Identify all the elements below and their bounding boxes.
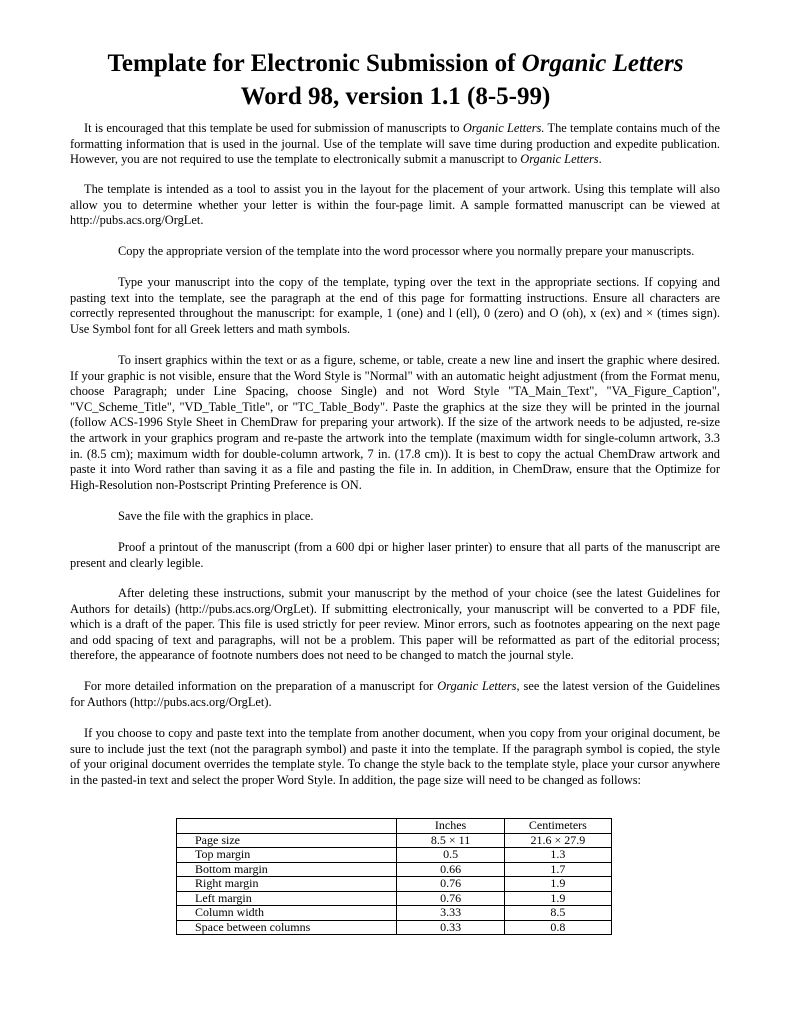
table-cell-inches: 0.33 <box>397 920 504 935</box>
paragraph-intro <box>70 121 720 168</box>
table-cell-label: Column width <box>177 906 397 921</box>
table-header-row <box>177 819 612 834</box>
table-cell-label: Space between columns <box>177 920 397 935</box>
table-cell-label: Right margin <box>177 877 397 892</box>
table-cell-centimeters: 8.5 <box>504 906 611 921</box>
paragraph-intro-text-3: . <box>598 152 602 167</box>
document-title <box>0 49 791 79</box>
journal-name: Organic Letters. <box>462 121 545 135</box>
paragraph-type-manuscript: Type your manuscript into the copy of the template, typing over the text in the appropriate sections. If copying and pasting text into the template, see the paragraph at the end of this page for formatting instructions. Ensure all characters are correctly represented throughout the manuscript: for example, 1 (one) and l (ell), 0 (zero) and O (oh), x (ex) and × (times sign). Use Symbol font for all Greek letters and math symbols. <box>70 275 720 336</box>
paragraph-template-purpose: The template is intended as a tool to assist you in the layout for the placement of your artwork. Using this template will also allow you to determine whether your letter is within the four-page limit. A sample formatted manuscript can be viewed at http://pubs.acs.org/OrgLet. <box>70 182 720 228</box>
paragraph-copy-paste: If you choose to copy and paste text into the template from another document, when you copy from your original document, be sure to include just the text (not the paragraph symbol) and paste it into the template. If the paragraph symbol is copied, the style of your original document overrides the template style. To change the style back to the template style, place your cursor anywhere in the pasted-in text and select the proper Word Style. In addition, the page size will need to be changed as follows: <box>70 726 720 787</box>
table-row <box>177 862 612 877</box>
table-row <box>177 920 612 935</box>
paragraph-submit-manuscript: After deleting these instructions, submit your manuscript by the method of your choice (see the latest Guidelines for Authors for details) (http://pubs.acs.org/OrgLet). If submitting electronically, your manuscript will be converted to a PDF file, which is a draft of the paper. This file is used strictly for peer review. Minor errors, such as footnotes appearing on the next page and odd spacing of text and paragraphs, will not be a problem. This paper will be reformatted as part of the editorial process; therefore, the appearance of footnote numbers does not need to be changed to match the journal style. <box>70 586 720 663</box>
table-cell-centimeters: 21.6 × 27.9 <box>504 833 611 848</box>
paragraph-more-info <box>70 679 720 710</box>
table-header-cell: Inches <box>397 819 504 834</box>
title-prefix: Template for Electronic Submission of <box>107 50 522 77</box>
paragraph-insert-graphics: To insert graphics within the text or as a figure, scheme, or table, create a new line and insert the graphic where desired. If your graphic is not visible, ensure that the Word Style is "Normal" with an automatic height adjustment (from the Format menu, choose Paragraph; under Line Spacing, choose Single) and not Word Style "TA_Main_Text", "VA_Figure_Caption", "VC_Scheme_Title", "VD_Table_Title", or "TC_Table_Body". Paste the graphics at the size they will be printed in the journal (follow ACS-1996 Style Sheet in ChemDraw for preparing your artwork). If the size of the artwork needs to be adjusted, re-size the artwork in your graphics program and re-paste the artwork into the template (maximum width for single-column artwork, 3.3 in. (8.5 cm); maximum width for double-column artwork, 7 in. (17.8 cm)). It is best to copy the actual ChemDraw artwork and paste it into Word rather than saving it as a file and pasting the file in. In addition, in ChemDraw, ensure that the Optimize for High-Resolution non-Postscript Printing Preference is ON. <box>70 353 720 492</box>
table-cell-inches: 3.33 <box>397 906 504 921</box>
title-journal-name: Organic Letters <box>521 50 684 77</box>
table-cell-inches: 0.76 <box>397 877 504 892</box>
table-row <box>177 906 612 921</box>
table-header-cell: Centimeters <box>504 819 611 834</box>
table-cell-centimeters: 1.9 <box>504 877 611 892</box>
table-cell-centimeters: 0.8 <box>504 920 611 935</box>
journal-name: Organic Letters <box>520 152 599 167</box>
paragraph-more-info-text-1: For more detailed information on the preparation of a manuscript for <box>84 679 438 693</box>
paragraph-copy-template: Copy the appropriate version of the template into the word processor where you normally prepare your manuscripts. <box>118 244 695 258</box>
table-cell-centimeters: 1.9 <box>504 891 611 906</box>
table-cell-inches: 8.5 × 11 <box>397 833 504 848</box>
document-subtitle: Word 98, version 1.1 (8-5-99) <box>240 83 551 110</box>
table-row <box>177 833 612 848</box>
table-cell-inches: 0.76 <box>397 891 504 906</box>
paragraph-more-info-text-2: , see the latest version of the Guidelines for Authors (http://pubs.acs.org/OrgLet). <box>70 679 720 709</box>
table-cell-label: Page size <box>177 833 397 848</box>
table-cell-label: Top margin <box>177 848 397 863</box>
table-row <box>177 877 612 892</box>
paragraph-proof-printout: Proof a printout of the manuscript (from a 600 dpi or higher laser printer) to ensure that all parts of the manuscript are present and clearly legible. <box>70 540 720 570</box>
table-header-cell <box>177 819 397 834</box>
table-cell-label: Bottom margin <box>177 862 397 877</box>
table-cell-inches: 0.5 <box>397 848 504 863</box>
page-size-table <box>176 818 612 935</box>
table-cell-inches: 0.66 <box>397 862 504 877</box>
journal-name: Organic Letters <box>437 679 517 693</box>
paragraph-save-file: Save the file with the graphics in place. <box>118 509 314 523</box>
table-row <box>177 891 612 906</box>
table-cell-centimeters: 1.7 <box>504 862 611 877</box>
paragraph-intro-text-2: The template contains much of the formatting information that is used in the journal. Use of the template will save time during production and expedite publication. However, you are not required to use the template to electronically submit a manuscript to <box>70 121 720 167</box>
table-row <box>177 848 612 863</box>
paragraph-intro-text-1: It is encouraged that this template be used for submission of manuscripts to <box>84 121 463 135</box>
table-cell-centimeters: 1.3 <box>504 848 611 863</box>
table-cell-label: Left margin <box>177 891 397 906</box>
